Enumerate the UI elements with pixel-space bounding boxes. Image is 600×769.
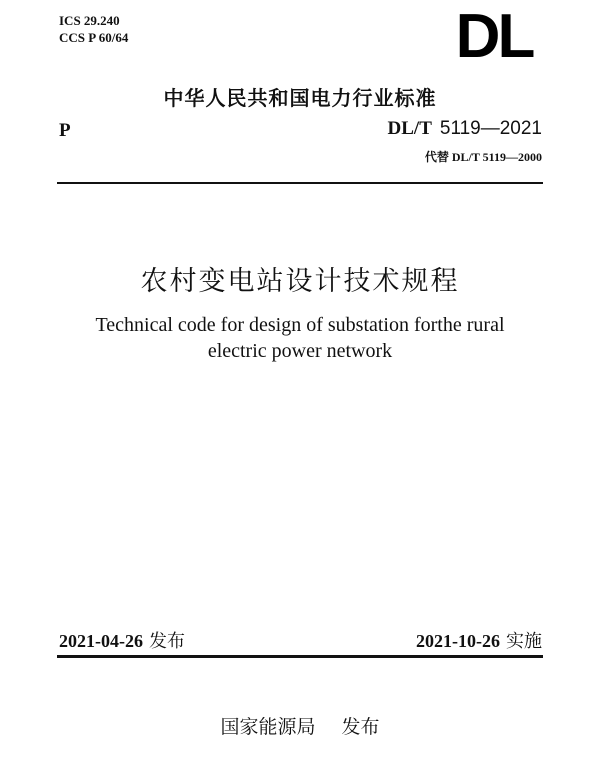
issuing-authority xyxy=(0,712,600,739)
document-title-chinese: 农村变电站设计技术规程 xyxy=(140,266,460,297)
industry-standard-title: 中华人民共和国电力行业标准 xyxy=(163,86,437,110)
document-title-english xyxy=(0,312,600,364)
bottom-divider xyxy=(57,655,543,658)
ccs-code: CCS P 60/64 xyxy=(59,30,129,45)
ics-code: ICS 29.240 xyxy=(59,13,120,28)
top-divider xyxy=(57,182,543,184)
english-title-line-2: electric power network xyxy=(207,340,393,362)
english-title-line-1: Technical code for design of substation forthe rural xyxy=(95,314,505,336)
standard-code: DL/T xyxy=(387,118,432,139)
classification-codes xyxy=(59,12,128,46)
standard-number-value: 5119—2021 xyxy=(439,118,542,139)
implementation-date xyxy=(416,627,542,653)
replaces-standard: 代替 DL/T 5119—2000 xyxy=(424,150,542,164)
issuer-label: 发布 xyxy=(341,716,380,738)
issue-date-value: 2021-04-26 xyxy=(59,631,143,651)
issuer-name: 国家能源局 xyxy=(220,716,316,738)
standard-category: P xyxy=(59,120,71,141)
dl-logo: DL xyxy=(455,2,533,71)
implementation-date-label: 实施 xyxy=(506,631,542,652)
issue-date xyxy=(59,627,185,653)
issue-date-label: 发布 xyxy=(149,631,185,652)
standard-number xyxy=(388,118,542,140)
implementation-date-value: 2021-10-26 xyxy=(416,631,500,651)
